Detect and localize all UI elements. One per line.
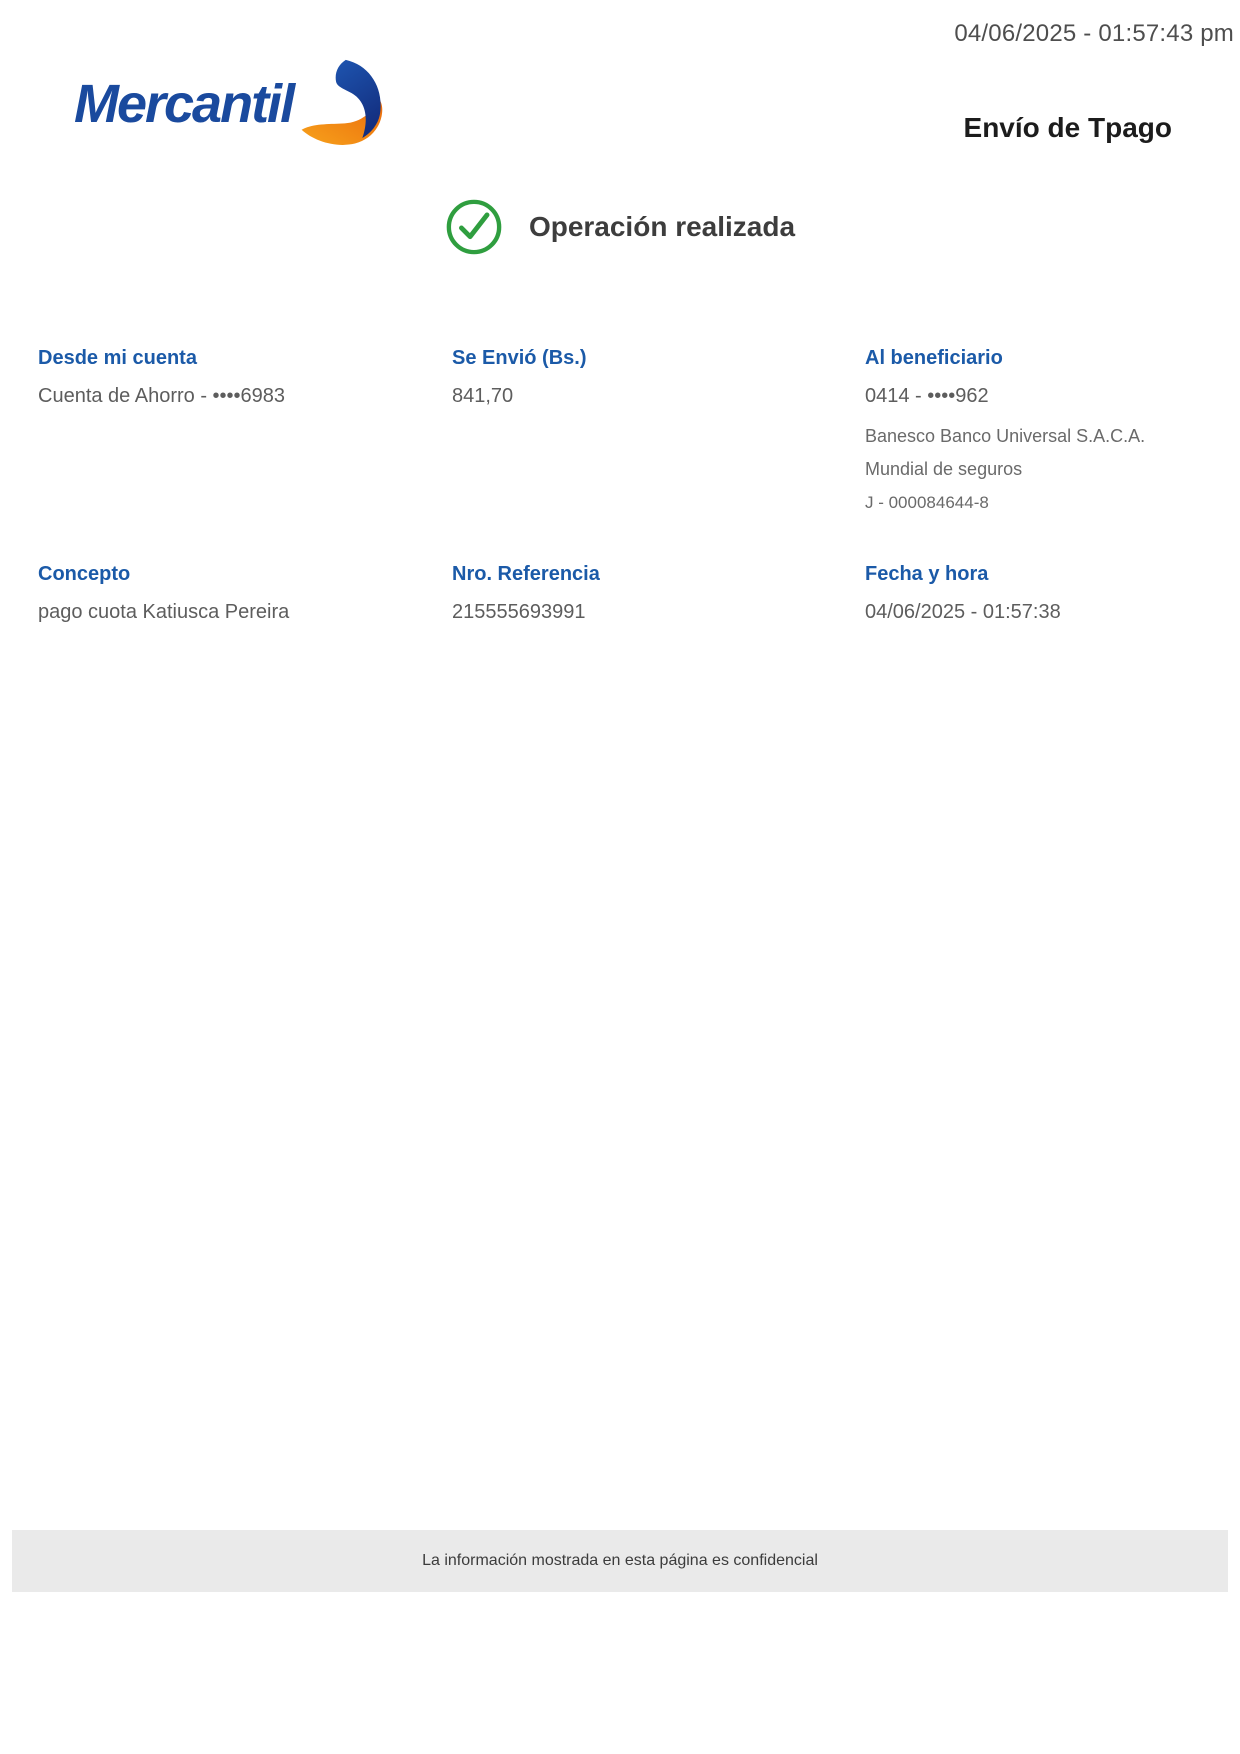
field-value: pago cuota Katiusca Pereira <box>38 601 290 623</box>
field-date-time <box>865 562 1225 624</box>
field-value: 0414 - ••••962 <box>865 385 989 407</box>
field-value: 215555693991 <box>452 601 586 623</box>
mercantil-swoosh-icon <box>297 58 389 150</box>
field-label: Fecha y hora <box>865 563 989 585</box>
mercantil-logo-text: Mercantil <box>74 74 294 134</box>
field-label: Desde mi cuenta <box>38 347 197 369</box>
field-reference-number <box>452 562 832 624</box>
field-label: Nro. Referencia <box>452 563 600 585</box>
field-label: Concepto <box>38 563 131 585</box>
page-title: Envío de Tpago <box>963 112 1172 143</box>
field-label: Se Envió (Bs.) <box>452 347 587 369</box>
field-amount-sent <box>452 346 832 408</box>
footer-bar <box>12 1530 1228 1592</box>
field-value: 04/06/2025 - 01:57:38 <box>865 601 1061 623</box>
mercantil-logo <box>74 58 389 150</box>
success-check-icon <box>445 198 503 256</box>
field-beneficiary <box>865 346 1225 519</box>
beneficiary-id: J - 000084644-8 <box>865 493 989 512</box>
header-timestamp: 04/06/2025 - 01:57:43 pm <box>954 20 1234 47</box>
field-value: 841,70 <box>452 385 514 407</box>
beneficiary-bank: Banesco Banco Universal S.A.C.A. <box>865 426 1146 446</box>
field-concept <box>38 562 418 624</box>
field-label: Al beneficiario <box>865 347 1003 369</box>
status-row <box>0 197 1240 257</box>
beneficiary-details <box>865 420 1225 519</box>
status-message: Operación realizada <box>528 211 796 242</box>
field-value: Cuenta de Ahorro - ••••6983 <box>38 385 286 407</box>
beneficiary-name: Mundial de seguros <box>865 459 1023 479</box>
confidential-notice: La información mostrada en esta página es confidencial <box>422 1552 818 1569</box>
field-from-account <box>38 346 418 408</box>
